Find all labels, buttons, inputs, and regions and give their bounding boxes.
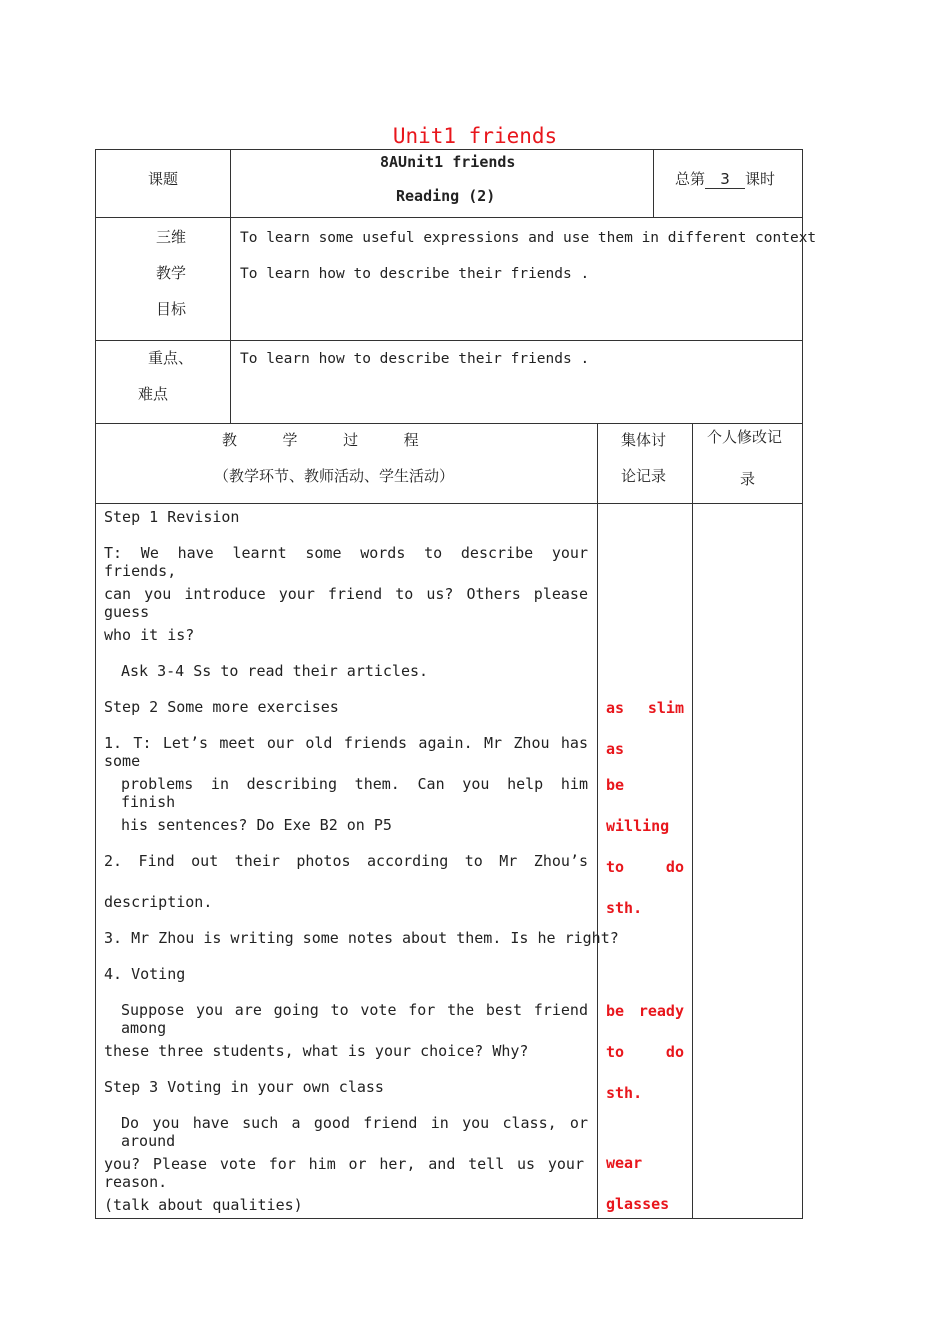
revision-header: 个人修改记: [707, 428, 783, 446]
period-prefix: 总第: [675, 170, 706, 188]
discussion-note: sth.: [606, 899, 643, 917]
step-heading: Step 2 Some more exercises: [104, 698, 339, 716]
process-line: problems in describing them. Can you help him finish: [121, 775, 588, 811]
process-line: description.: [104, 893, 213, 911]
step-heading: Step 1 Revision: [104, 508, 240, 526]
discussion-note: willing: [606, 817, 670, 835]
period-number: 3: [705, 170, 745, 189]
objective-line: To learn some useful expressions and use them in different context: [240, 230, 817, 246]
process-line: 4. Voting: [104, 965, 186, 983]
step-heading: Step 3 Voting in your own class: [104, 1078, 384, 1096]
keypoint-line: To learn how to describe their friends .: [240, 351, 590, 367]
process-line: who it is?: [104, 626, 195, 644]
divider: [230, 149, 231, 423]
process-line: Do you have such a good friend in you class, or around: [121, 1114, 588, 1150]
discussion-note: as: [606, 740, 625, 758]
period-count: [675, 170, 775, 189]
process-heading: 教 学 过 程: [222, 431, 419, 449]
process-line: you? Please vote for him or her, and tell us your reason.: [104, 1155, 584, 1191]
divider: [95, 423, 803, 424]
process-line: Ask 3-4 Ss to read their articles.: [121, 662, 429, 680]
process-line: 2. Find out their photos according to Mr Zhou’s: [104, 852, 588, 870]
divider: [95, 503, 803, 504]
page-title: Unit1 friends: [392, 124, 558, 148]
period-suffix: 课时: [745, 170, 776, 188]
keypoints-label-1: 重点、: [148, 349, 194, 367]
process-line: his sentences? Do Exe B2 on P5: [121, 816, 392, 834]
discussion-note: be: [606, 776, 625, 794]
process-line: these three students, what is your choice? Why?: [104, 1042, 529, 1060]
topic-label: 课题: [148, 170, 179, 188]
discussion-note: to do: [606, 858, 684, 876]
process-line: Suppose you are going to vote for the best friend among: [121, 1001, 588, 1037]
discussion-header: 集体讨: [621, 431, 667, 449]
objectives-label-1: 三维: [156, 228, 187, 246]
lesson-title: 8AUnit1 friends: [380, 153, 516, 171]
revision-header: 录: [740, 470, 756, 488]
lesson-subtitle: Reading (2): [396, 187, 496, 205]
process-subheading: （教学环节、教师活动、学生活动）: [214, 467, 455, 485]
divider: [597, 423, 598, 1219]
discussion-note: to do: [606, 1043, 684, 1061]
process-line: 3. Mr Zhou is writing some notes about them. Is he right?: [104, 929, 619, 947]
discussion-note: be ready: [606, 1002, 684, 1020]
objective-line: To learn how to describe their friends .: [240, 266, 590, 282]
process-line: T: We have learnt some words to describe your friends,: [104, 544, 588, 580]
objectives-label-2: 教学: [156, 264, 187, 282]
divider: [692, 423, 693, 1219]
divider: [95, 217, 803, 218]
process-line: can you introduce your friend to us? Others please guess: [104, 585, 588, 621]
discussion-note: sth.: [606, 1084, 643, 1102]
discussion-header: 论记录: [621, 467, 667, 485]
discussion-note: as slim: [606, 699, 684, 717]
objectives-label-3: 目标: [156, 300, 187, 318]
process-line: 1. T: Let’s meet our old friends again. Mr Zhou has some: [104, 734, 588, 770]
discussion-note: glasses: [606, 1195, 670, 1213]
divider: [95, 340, 803, 341]
discussion-note: wear: [606, 1154, 643, 1172]
process-line: (talk about qualities): [104, 1196, 303, 1214]
keypoints-label-2: 难点: [138, 385, 169, 403]
divider: [653, 149, 654, 218]
